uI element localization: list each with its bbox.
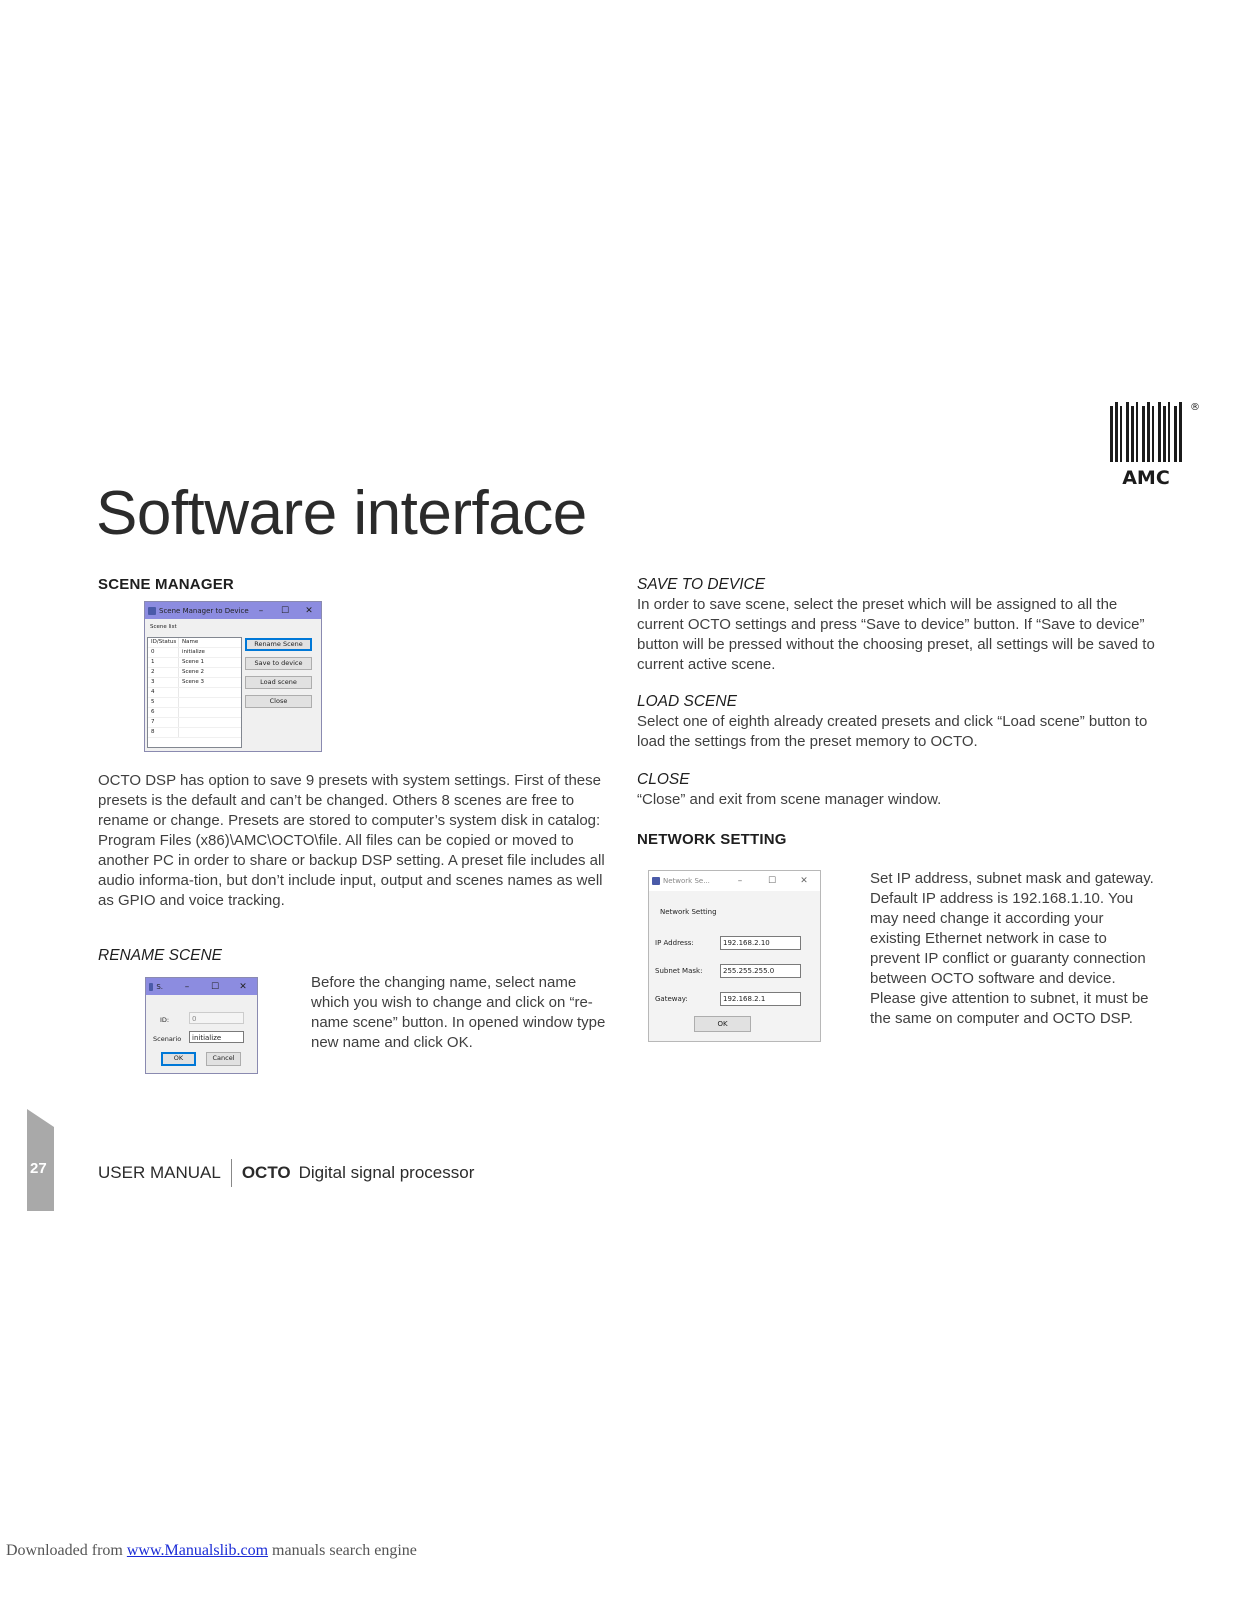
row-name — [179, 708, 182, 717]
amc-logo-icon — [1110, 400, 1200, 490]
close-icon[interactable]: ✕ — [305, 605, 313, 616]
footer-manual: USER MANUAL — [98, 1163, 221, 1182]
close-description — [637, 790, 1157, 810]
maximize-icon[interactable]: ☐ — [210, 981, 220, 992]
scene-manager-description-text: OCTO DSP has option to save 9 presets with system settings. First of these presets is the default and can’t be changed. Others 8 scenes are free to rename or change. Presets are stored to computer’s system disk in catalog: Program Files (x86)\AMC\OCTO\file. All files can be copied or moved to another PC in order to share or backup DSP setting. A preset file includes all audio informa-tion, but don’t include input, output and scenes names as well as GPIO and voice tracking. — [98, 772, 605, 909]
row-name: Scene 3 — [182, 679, 205, 685]
row-id: 0 — [148, 648, 179, 657]
row-id: 1 — [148, 658, 179, 667]
registered-mark: ® — [1190, 402, 1200, 413]
download-prefix: Downloaded from — [6, 1542, 127, 1559]
footer — [98, 1159, 474, 1187]
load-scene-description — [637, 712, 1157, 752]
rename-window-title: S. — [156, 982, 163, 991]
ip-address-label: IP Address: — [655, 939, 694, 947]
minimize-icon[interactable]: – — [258, 605, 264, 616]
close-heading: CLOSE — [637, 771, 690, 788]
load-scene-button[interactable]: Load scene — [245, 676, 312, 689]
list-item[interactable] — [148, 658, 241, 668]
load-scene-description-text: Select one of eighth already created presets and click “Load scene” button to load the settings from the preset memory to OCTO. — [637, 713, 1148, 750]
scenario-field[interactable]: initialize — [189, 1031, 244, 1043]
save-to-device-description — [637, 595, 1157, 675]
list-header — [148, 638, 241, 648]
amc-logo — [1110, 400, 1200, 490]
logo-text: AMC — [1122, 467, 1170, 489]
network-setting-heading: NETWORK SETTING — [637, 831, 787, 848]
network-window-titlebar — [649, 871, 820, 891]
save-to-device-description-text: In order to save scene, select the preset which will be assigned to all the current OCTO settings and press “Save to device” button. If “Save to device” button will be pressed without the choosing preset, all settings will be saved to current active scene. — [637, 596, 1155, 673]
page-number: 27 — [30, 1160, 47, 1177]
download-note — [6, 1542, 417, 1560]
row-name: initialize — [182, 649, 205, 655]
network-group-label: Network Setting — [660, 908, 717, 916]
row-id: 4 — [148, 688, 179, 697]
rename-scene-button[interactable]: Rename Scene — [245, 638, 312, 651]
ok-button[interactable]: OK — [161, 1052, 196, 1066]
minimize-icon[interactable]: – — [184, 981, 190, 992]
manualslib-link[interactable]: www.Manualslib.com — [126, 1542, 269, 1559]
network-ok-button[interactable]: OK — [694, 1016, 751, 1032]
page-title: Software interface — [96, 479, 587, 548]
cancel-button[interactable]: Cancel — [206, 1052, 241, 1066]
scene-list-label: Scene list — [150, 624, 177, 630]
row-id: 2 — [148, 668, 179, 677]
row-name: Scene 2 — [182, 669, 205, 675]
app-icon — [149, 983, 153, 991]
close-button[interactable]: Close — [245, 695, 312, 708]
row-id: 7 — [148, 718, 179, 727]
network-setting-description — [870, 869, 1158, 1029]
list-item[interactable] — [148, 678, 241, 688]
list-item[interactable] — [148, 688, 241, 698]
window-title: Scene Manager to Device — [159, 606, 249, 615]
subnet-mask-field[interactable]: 255.255.255.0 — [720, 964, 801, 978]
column-header-id[interactable]: ID/Status — [148, 638, 179, 647]
load-scene-heading: LOAD SCENE — [637, 693, 737, 710]
maximize-icon[interactable]: ☐ — [280, 605, 290, 616]
download-suffix: manuals search engine — [268, 1542, 417, 1559]
scenario-label: Scenario — [153, 1035, 182, 1043]
row-name — [179, 718, 182, 727]
network-window-title: Network Se... — [663, 877, 710, 885]
scene-manager-heading: SCENE MANAGER — [98, 576, 234, 593]
close-description-text: “Close” and exit from scene manager window. — [637, 791, 942, 808]
column-header-name[interactable]: Name — [182, 639, 199, 645]
rename-window-titlebar — [146, 978, 257, 995]
id-label: ID: — [160, 1016, 170, 1024]
id-field: 0 — [189, 1012, 244, 1024]
footer-subtitle: Digital signal processor — [298, 1163, 475, 1182]
save-to-device-heading: SAVE TO DEVICE — [637, 576, 766, 593]
rename-scene-description-text: Before the changing name, select name which you wish to change and click on “re-name scene” button. In opened window type new name and click OK. — [311, 974, 606, 1051]
row-id: 6 — [148, 708, 179, 717]
scene-manager-titlebar — [145, 602, 321, 619]
footer-divider — [231, 1159, 232, 1187]
app-icon — [652, 877, 660, 885]
maximize-icon[interactable]: ☐ — [767, 876, 777, 886]
list-item[interactable] — [148, 708, 241, 718]
row-id: 5 — [148, 698, 179, 707]
rename-scene-description — [311, 973, 611, 1053]
subnet-mask-label: Subnet Mask: — [655, 967, 703, 975]
row-name — [179, 688, 182, 697]
app-icon — [148, 607, 156, 615]
footer-product: OCTO — [241, 1163, 291, 1182]
scene-manager-description — [98, 771, 613, 911]
ip-address-field[interactable]: 192.168.2.10 — [720, 936, 801, 950]
rename-scene-heading: RENAME SCENE — [98, 947, 223, 964]
list-item[interactable] — [148, 698, 241, 708]
scene-list[interactable] — [147, 637, 242, 748]
row-id: 8 — [148, 728, 179, 737]
list-item[interactable] — [148, 648, 241, 658]
row-name: Scene 1 — [182, 659, 205, 665]
list-item[interactable] — [148, 668, 241, 678]
close-icon[interactable]: ✕ — [800, 876, 808, 886]
gateway-field[interactable]: 192.168.2.1 — [720, 992, 801, 1006]
network-setting-description-text: Set IP address, subnet mask and gateway. Default IP address is 192.168.1.10. You may need change it according your existing Ethernet network in case to prevent IP conflict or guaranty connection between OCTO software and device. Please give attention to subnet, it must be the same on computer and OCTO DSP. — [870, 870, 1154, 1027]
row-id: 3 — [148, 678, 179, 687]
scene-manager-window — [144, 601, 322, 752]
row-name — [179, 728, 182, 737]
close-icon[interactable]: ✕ — [239, 981, 247, 992]
minimize-icon[interactable]: – — [737, 876, 743, 886]
rename-scene-window — [145, 977, 258, 1074]
row-name — [179, 698, 182, 707]
list-item[interactable] — [148, 728, 241, 738]
network-setting-window — [648, 870, 821, 1042]
save-to-device-button[interactable]: Save to device — [245, 657, 312, 670]
list-item[interactable] — [148, 718, 241, 728]
gateway-label: Gateway: — [655, 995, 688, 1003]
